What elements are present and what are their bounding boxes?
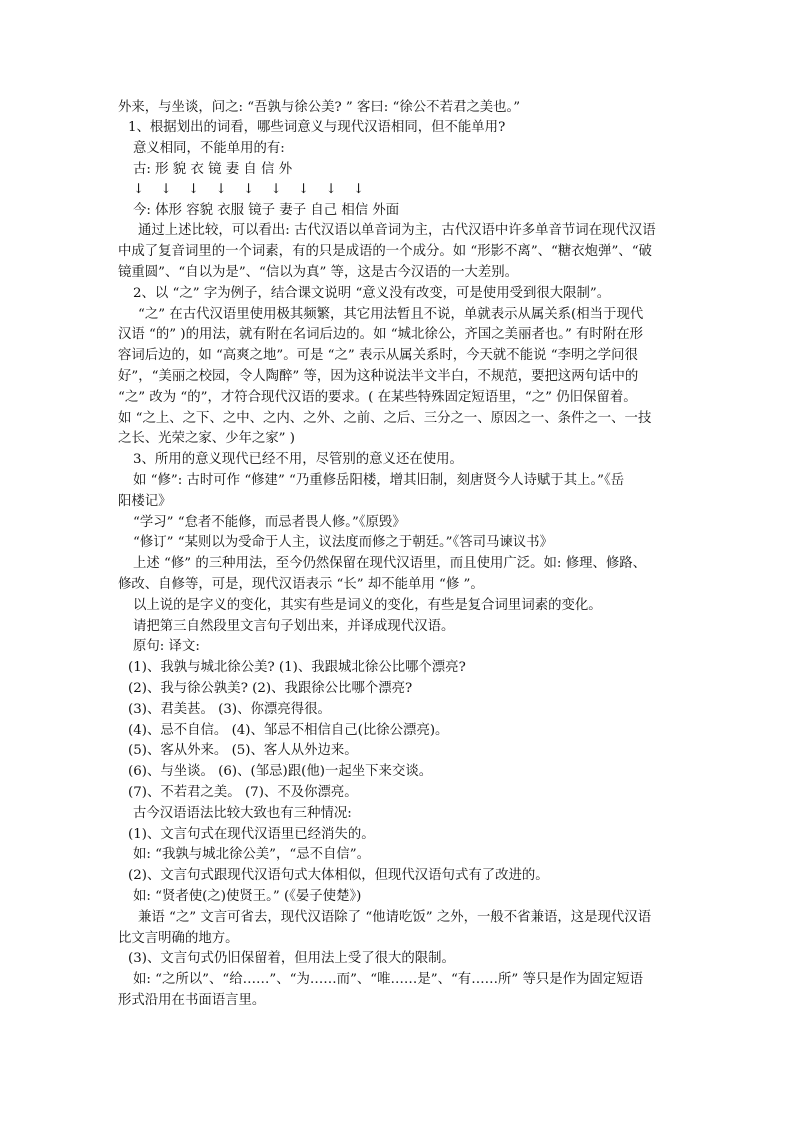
text-line: 阳楼记》 [118,494,172,509]
text-line: “修订” “某则以为受命于人主，议法度而修之于朝廷。”《答司马谏议书》 [133,535,553,550]
text-line: 上述 “修” 的三种用法，至今仍然保留在现代汉语里，而且使用广泛。如: 修理、修路、 [133,556,647,571]
text-line: 如: “之所以”、“给……”、“为……而”、“唯……是”、“有……所” 等只是作为固定短语 [133,972,643,987]
down-arrow-icon: ↓ [325,182,337,197]
text-line: 如 “之上、之下、之中、之内、之外、之前、之后、三分之一、原因之一、条件之一、一技 [118,411,652,426]
down-arrow-icon: ↓ [298,182,310,197]
translation-row: (2)、我与徐公孰美? (2)、我跟徐公比哪个漂亮? [128,681,413,696]
question-1: 1、根据划出的词看，哪些词意义与现代汉语相同，但不能单用? [128,120,506,135]
translation-row: (7)、不若君之美。 (7)、不及你漂亮。 [128,785,358,800]
text-line: (1)、文言句式在现代汉语里已经消失的。 [128,827,375,842]
text-line: 汉语 “的” )的用法，就有附在名词后边的。如 “城北徐公，齐国之美丽者也。” 有时附在形 [118,327,643,342]
text-line: “之” 在古代汉语里使用极其频繁，其它用法暂且不说，单就表示从属关系(相当于现代 [138,307,644,322]
text-line: 镜重圆”、“自以为是”、“信以为真” 等，这是古今汉语的一大差别。 [118,265,519,280]
text-line: 好”，“美丽之校园，令人陶醉” 等，因为这种说法半文半白，不规范，要把这两句话中的 [118,369,639,384]
text-line: 如 “修”: 古时可作 “修建” “乃重修岳阳楼，增其旧制，刻唐贤今人诗赋于其上。”《岳 [133,473,625,488]
text-line: 请把第三自然段里文言句子划出来，并译成现代汉语。 [133,619,455,634]
down-arrow-icon: ↓ [270,182,282,197]
translation-row: (6)、与坐谈。 (6)、(邹忌)跟(他)一起坐下来交谈。 [128,764,433,779]
text-line: 兼语 “之” 文言可省去，现代汉语除了 “他请吃饭” 之外，一般不省兼语，这是现代汉语 [138,910,652,925]
modern-words-row: 今: 体形 容貌 衣服 镜子 妻子 自己 相信 外面 [133,203,400,218]
text-line: “之” 改为 “的”，才符合现代汉语的要求。( 在某些特殊固定短语里，“之” 仍旧保留着。 [118,390,637,405]
text-line: 如: “贤者使(之)使贤王。” (《晏子使楚》) [133,889,362,904]
text-line: (3)、文言句式仍旧保留着，但用法上受了很大的限制。 [128,951,455,966]
ancient-words-row: 古: 形 貌 衣 镜 妻 自 信 外 [133,162,293,177]
arrow-row [133,180,693,200]
text-line: 以上说的是字义的变化，其实有些是词义的变化，有些是复合词里词素的变化。 [133,598,602,613]
down-arrow-icon: ↓ [243,182,255,197]
translation-row: (4)、忌不自信。 (4)、邹忌不相信自己(比徐公漂亮)。 [128,723,449,738]
translation-row: (1)、我孰与城北徐公美? (1)、我跟城北徐公比哪个漂亮? [128,660,466,675]
text-line: “学习” “怠者不能修，而忌者畏人修。”《原毁》 [133,515,406,530]
down-arrow-icon: ↓ [215,182,227,197]
text-line: 之长、光荣之家、少年之家” ) [118,431,296,446]
text-line: 如: “我孰与城北徐公美”，“忌不自信”。 [133,847,371,862]
translation-row: (3)、君美甚。 (3)、你漂亮得很。 [128,702,331,717]
translation-row: (5)、客从外来。 (5)、客人从外边来。 [128,743,358,758]
question-2: 2、以 “之” 字为例子，结合课文说明 “意义没有改变，可是使用受到很大限制”。 [133,286,611,301]
down-arrow-icon: ↓ [353,182,365,197]
text-line: 形式沿用在书面语言里。 [118,993,266,1008]
question-3: 3、所用的意义现代已经不用，尽管别的意义还在使用。 [133,452,463,467]
down-arrow-icon: ↓ [133,182,145,197]
down-arrow-icon: ↓ [188,182,200,197]
down-arrow-icon: ↓ [160,182,172,197]
text-line: 意义相同，不能单用的有: [133,141,285,156]
table-header: 原句: 译文: [133,639,200,654]
text-line: 修改、自修等，可是，现代汉语表示 “长” 却不能单用 “修 ”。 [118,577,484,592]
text-line: 外来，与坐谈，问之: “吾孰与徐公美? ” 客曰: “徐公不若君之美也。” [118,100,521,115]
text-line: 通过上述比较，可以看出: 古代汉语以单音词为主，古代汉语中许多单音节词在现代汉语 [138,223,656,238]
text-line: 容词后边的，如 “高爽之地”。可是 “之” 表示从属关系时，今天就不能说 “李明之学问很 [118,348,638,363]
text-line: 中成了复音词里的一个词素，有的只是成语的一个成分。如 “形影不离”、“糖衣炮弹”、“破 [118,244,652,259]
text-line: 比文言明确的地方。 [118,931,239,946]
text-line: (2)、文言句式跟现代汉语句式大体相似，但现代汉语句式有了改进的。 [128,868,549,883]
text-line: 古今汉语语法比较大致也有三种情况: [133,806,352,821]
